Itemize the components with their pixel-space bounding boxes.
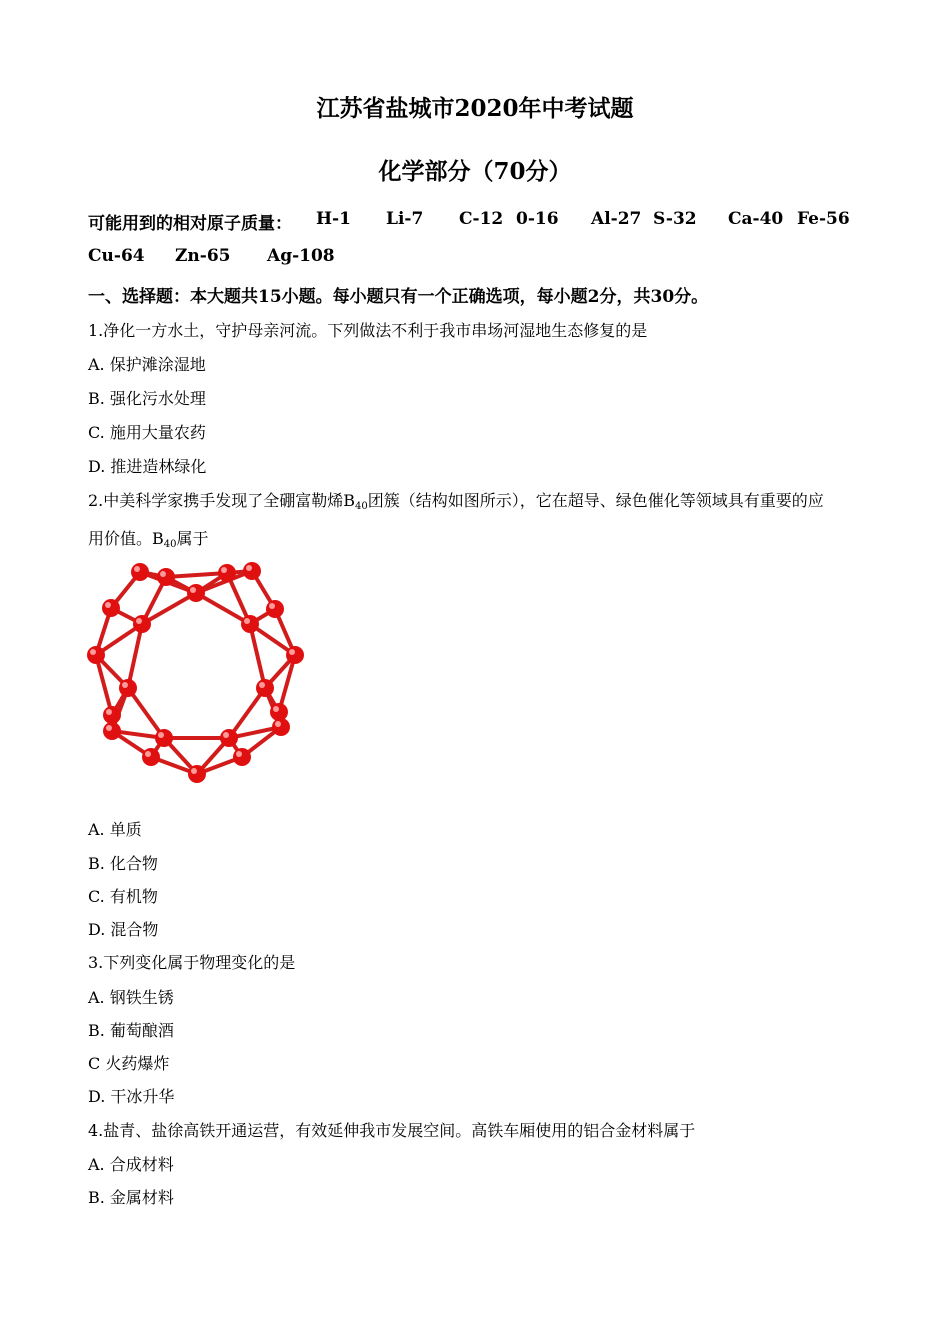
b40-atom <box>142 748 160 766</box>
mass-h: H-1 <box>316 209 351 229</box>
mass-li: Li-7 <box>386 209 424 229</box>
b40-atom-highlight <box>259 682 265 688</box>
b40-atom-highlight <box>145 751 151 757</box>
b40-atom <box>188 765 206 783</box>
q1-option-d: D. 推进造林绿化 <box>88 457 207 476</box>
b40-atom-highlight <box>273 706 279 712</box>
q4-option-b: B. 金属材料 <box>88 1188 174 1207</box>
mass-al: Al-27 <box>591 209 642 229</box>
b40-atom-highlight <box>244 618 250 624</box>
b40-atom <box>155 729 173 747</box>
b40-atom-highlight <box>134 566 140 572</box>
q1-option-a: A. 保护滩涂湿地 <box>88 355 206 374</box>
b40-atom <box>131 563 149 581</box>
b40-atom <box>286 646 304 664</box>
section-title: 化学部分（70分） <box>378 158 572 185</box>
b40-bond <box>166 573 227 577</box>
q3-option-b: B. 葡萄酿酒 <box>88 1021 174 1040</box>
b40-atom-highlight <box>191 768 197 774</box>
b40-atom <box>102 599 120 617</box>
mass-c: C-12 <box>459 209 504 229</box>
b40-atom <box>241 615 259 633</box>
q2-stem-line1: 2.中美科学家携手发现了全硼富勒烯$B_{40}$团簇（结构如图所示），它在超导、绿色催化等领域具有重要的应 <box>88 491 824 512</box>
mass-cu: Cu-64 <box>88 246 145 266</box>
q2-option-d: D. 混合物 <box>88 920 159 939</box>
b40-atom <box>157 568 175 586</box>
q2-stem-line2: 用价值。$B_{40}$属于 <box>88 529 209 550</box>
q1-option-b: B. 强化污水处理 <box>88 389 206 408</box>
b40-cluster-diagram <box>86 557 310 789</box>
b40-bond <box>128 688 164 738</box>
b40-atom-highlight <box>105 602 111 608</box>
b40-atom-highlight <box>106 709 112 715</box>
b40-atom <box>266 600 284 618</box>
section-heading: 一、选择题：本大题共15小题。每小题只有一个正确选项，每小题2分，共30分。 <box>88 287 709 307</box>
q3-option-d: D. 干冰升华 <box>88 1087 175 1106</box>
q1-option-c: C. 施用大量农药 <box>88 423 206 442</box>
q2-option-a: A. 单质 <box>88 820 142 839</box>
b40-atom <box>256 679 274 697</box>
q1-stem: 1.净化一方水土，守护母亲河流。下列做法不利于我市串场河湿地生态修复的是 <box>88 321 648 340</box>
mass-s: S-32 <box>653 209 697 229</box>
q4-option-a: A. 合成材料 <box>88 1155 174 1174</box>
q2-option-c: C. 有机物 <box>88 887 158 906</box>
b40-atom-highlight <box>289 649 295 655</box>
exam-title: 江苏省盐城市2020年中考试题 <box>316 95 634 122</box>
b40-atom <box>103 706 121 724</box>
q3-option-c: C 火药爆炸 <box>88 1054 170 1073</box>
b40-atom-highlight <box>122 682 128 688</box>
b40-atom-highlight <box>246 565 252 571</box>
mass-fe: Fe-56 <box>797 209 850 229</box>
b40-atom <box>103 722 121 740</box>
b40-atom-highlight <box>158 732 164 738</box>
mass-ag: Ag-108 <box>267 246 335 266</box>
b40-atom-highlight <box>90 649 96 655</box>
mass-label: 可能用到的相对原子质量： <box>88 214 292 234</box>
q3-stem: 3.下列变化属于物理变化的是 <box>88 953 296 972</box>
mass-o: 0-16 <box>516 209 559 229</box>
b40-atom-highlight <box>221 567 227 573</box>
q4-stem: 4.盐青、盐徐高铁开通运营，有效延伸我市发展空间。高铁车厢使用的铝合金材料属于 <box>88 1121 696 1140</box>
b40-atom-highlight <box>160 571 166 577</box>
b40-atom-highlight <box>190 587 196 593</box>
q3-option-a: A. 钢铁生锈 <box>88 988 174 1007</box>
b40-atom <box>218 564 236 582</box>
b40-atom <box>133 615 151 633</box>
b40-atom-highlight <box>275 721 281 727</box>
b40-atom-highlight <box>106 725 112 731</box>
b40-atom-highlight <box>236 751 242 757</box>
b40-atom-highlight <box>223 732 229 738</box>
b40-atom <box>187 584 205 602</box>
b40-atom-highlight <box>136 618 142 624</box>
b40-atom <box>119 679 137 697</box>
b40-atom <box>243 562 261 580</box>
q2-option-b: B. 化合物 <box>88 854 158 873</box>
b40-atom <box>272 718 290 736</box>
b40-atom <box>233 748 251 766</box>
b40-atom <box>220 729 238 747</box>
b40-atom <box>87 646 105 664</box>
mass-ca: Ca-40 <box>728 209 784 229</box>
b40-atom-highlight <box>269 603 275 609</box>
mass-zn: Zn-65 <box>175 246 231 266</box>
